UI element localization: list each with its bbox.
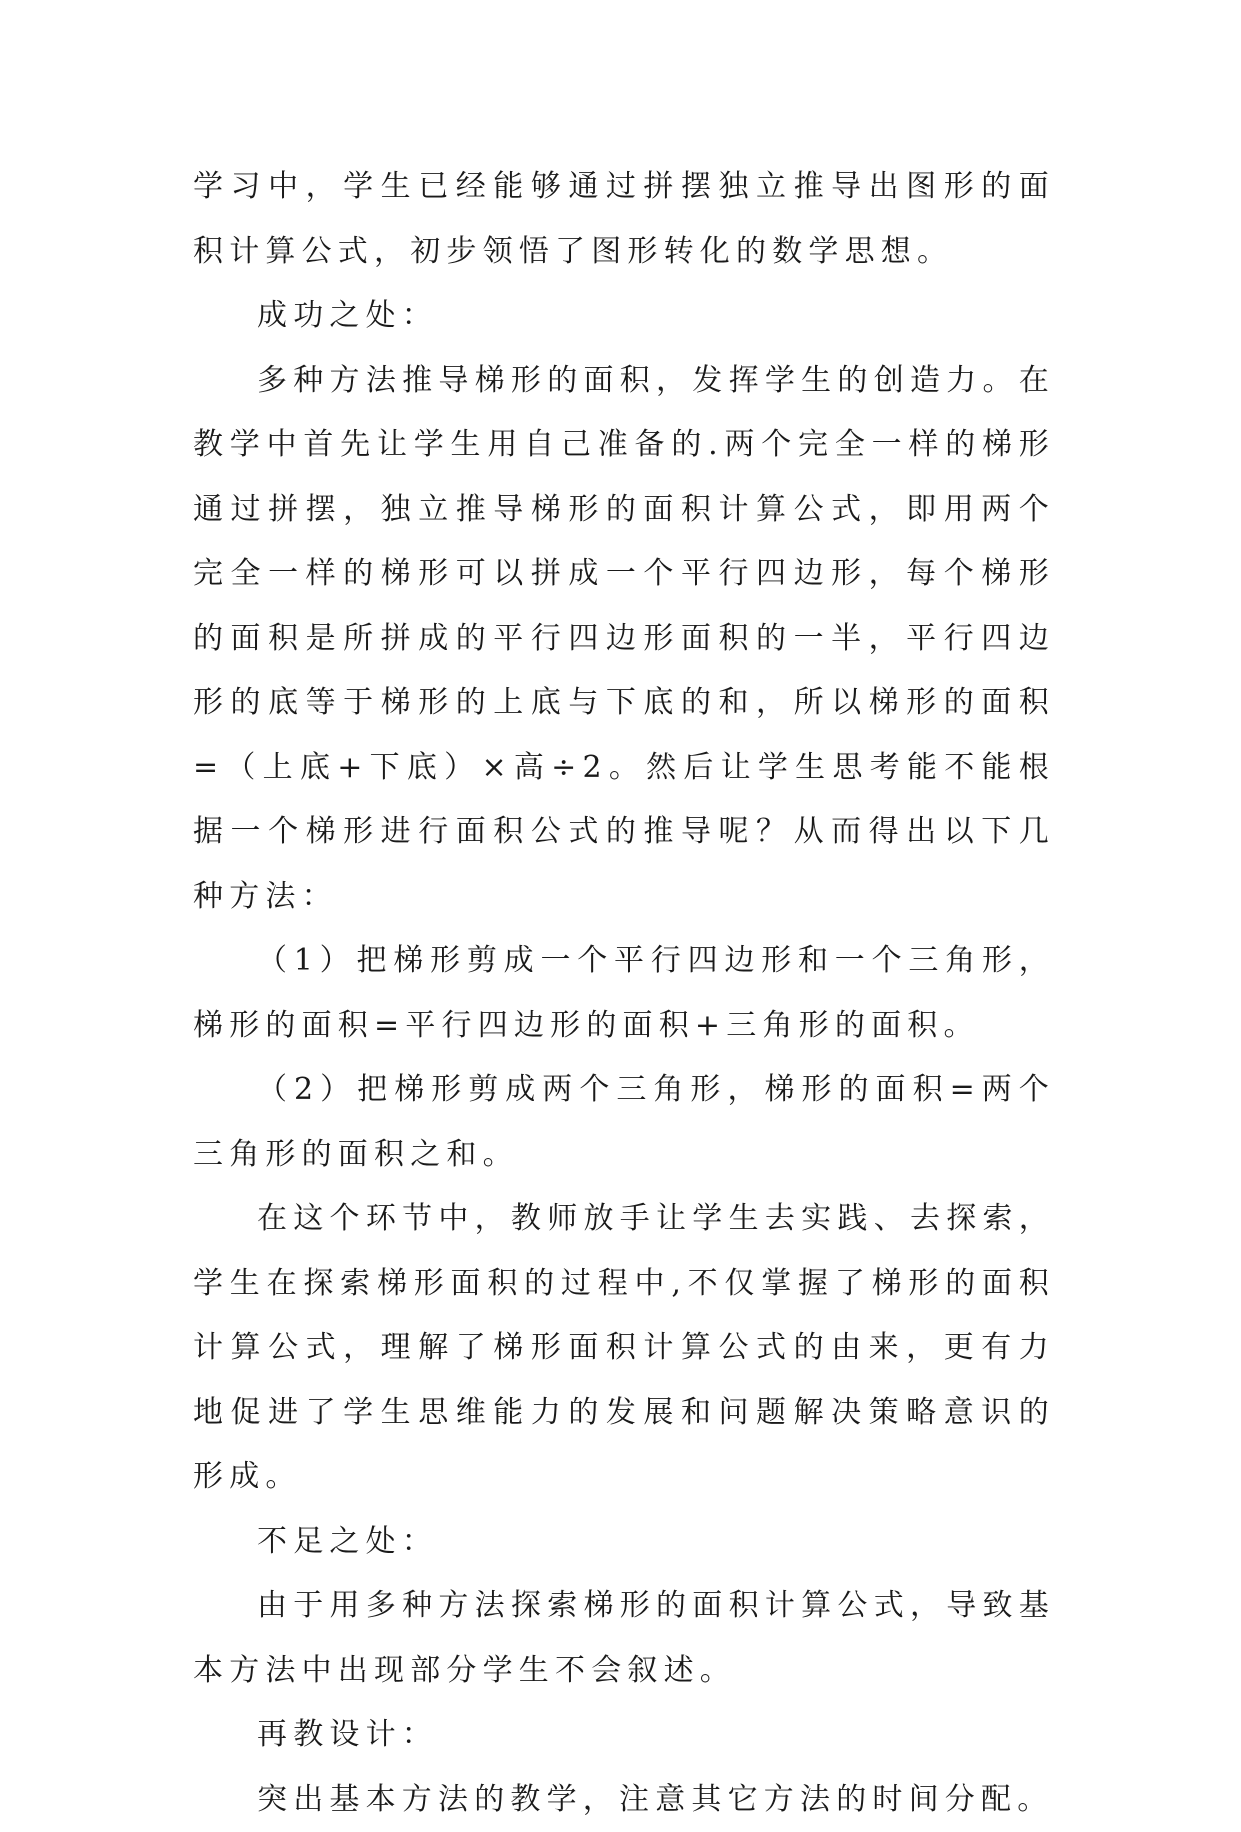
- heading-shortcomings: 不足之处：: [193, 1510, 1055, 1575]
- paragraph-redesign: 突出基本方法的教学，注意其它方法的时间分配。: [193, 1768, 1055, 1832]
- heading-successes: 成功之处：: [193, 284, 1055, 349]
- method-item-2: （2）把梯形剪成两个三角形，梯形的面积=两个三角形的面积之和。: [193, 1058, 1055, 1187]
- paragraph-methods: 多种方法推导梯形的面积，发挥学生的创造力。在教学中首先让学生用自己准备的.两个完全一样的梯形通过拼摆，独立推导梯形的面积计算公式，即用两个完全一样的梯形可以拼成一个平行四边形，每个梯形的面积是所拼成的平行四边形面积的一半，平行四边形的底等于梯形的上底与下底的和，所以梯形的面积=（上底+下底）×高÷2。然后让学生思考能不能根据一个梯形进行面积公式的推导呢？从而得出以下几种方法：: [193, 349, 1055, 930]
- paragraph-continuation: 学习中，学生已经能够通过拼摆独立推导出图形的面积计算公式，初步领悟了图形转化的数学思想。: [193, 155, 1055, 284]
- method-item-1: （1）把梯形剪成一个平行四边形和一个三角形，梯形的面积=平行四边形的面积+三角形的面积。: [193, 929, 1055, 1058]
- paragraph-shortcomings: 由于用多种方法探索梯形的面积计算公式，导致基本方法中出现部分学生不会叙述。: [193, 1574, 1055, 1703]
- paragraph-reflection: 在这个环节中，教师放手让学生去实践、去探索，学生在探索梯形面积的过程中,不仅掌握了梯形的面积计算公式，理解了梯形面积计算公式的由来，更有力地促进了学生思维能力的发展和问题解决策略意识的形成。: [193, 1187, 1055, 1510]
- document-body: [193, 155, 1055, 1832]
- heading-redesign: 再教设计：: [193, 1703, 1055, 1768]
